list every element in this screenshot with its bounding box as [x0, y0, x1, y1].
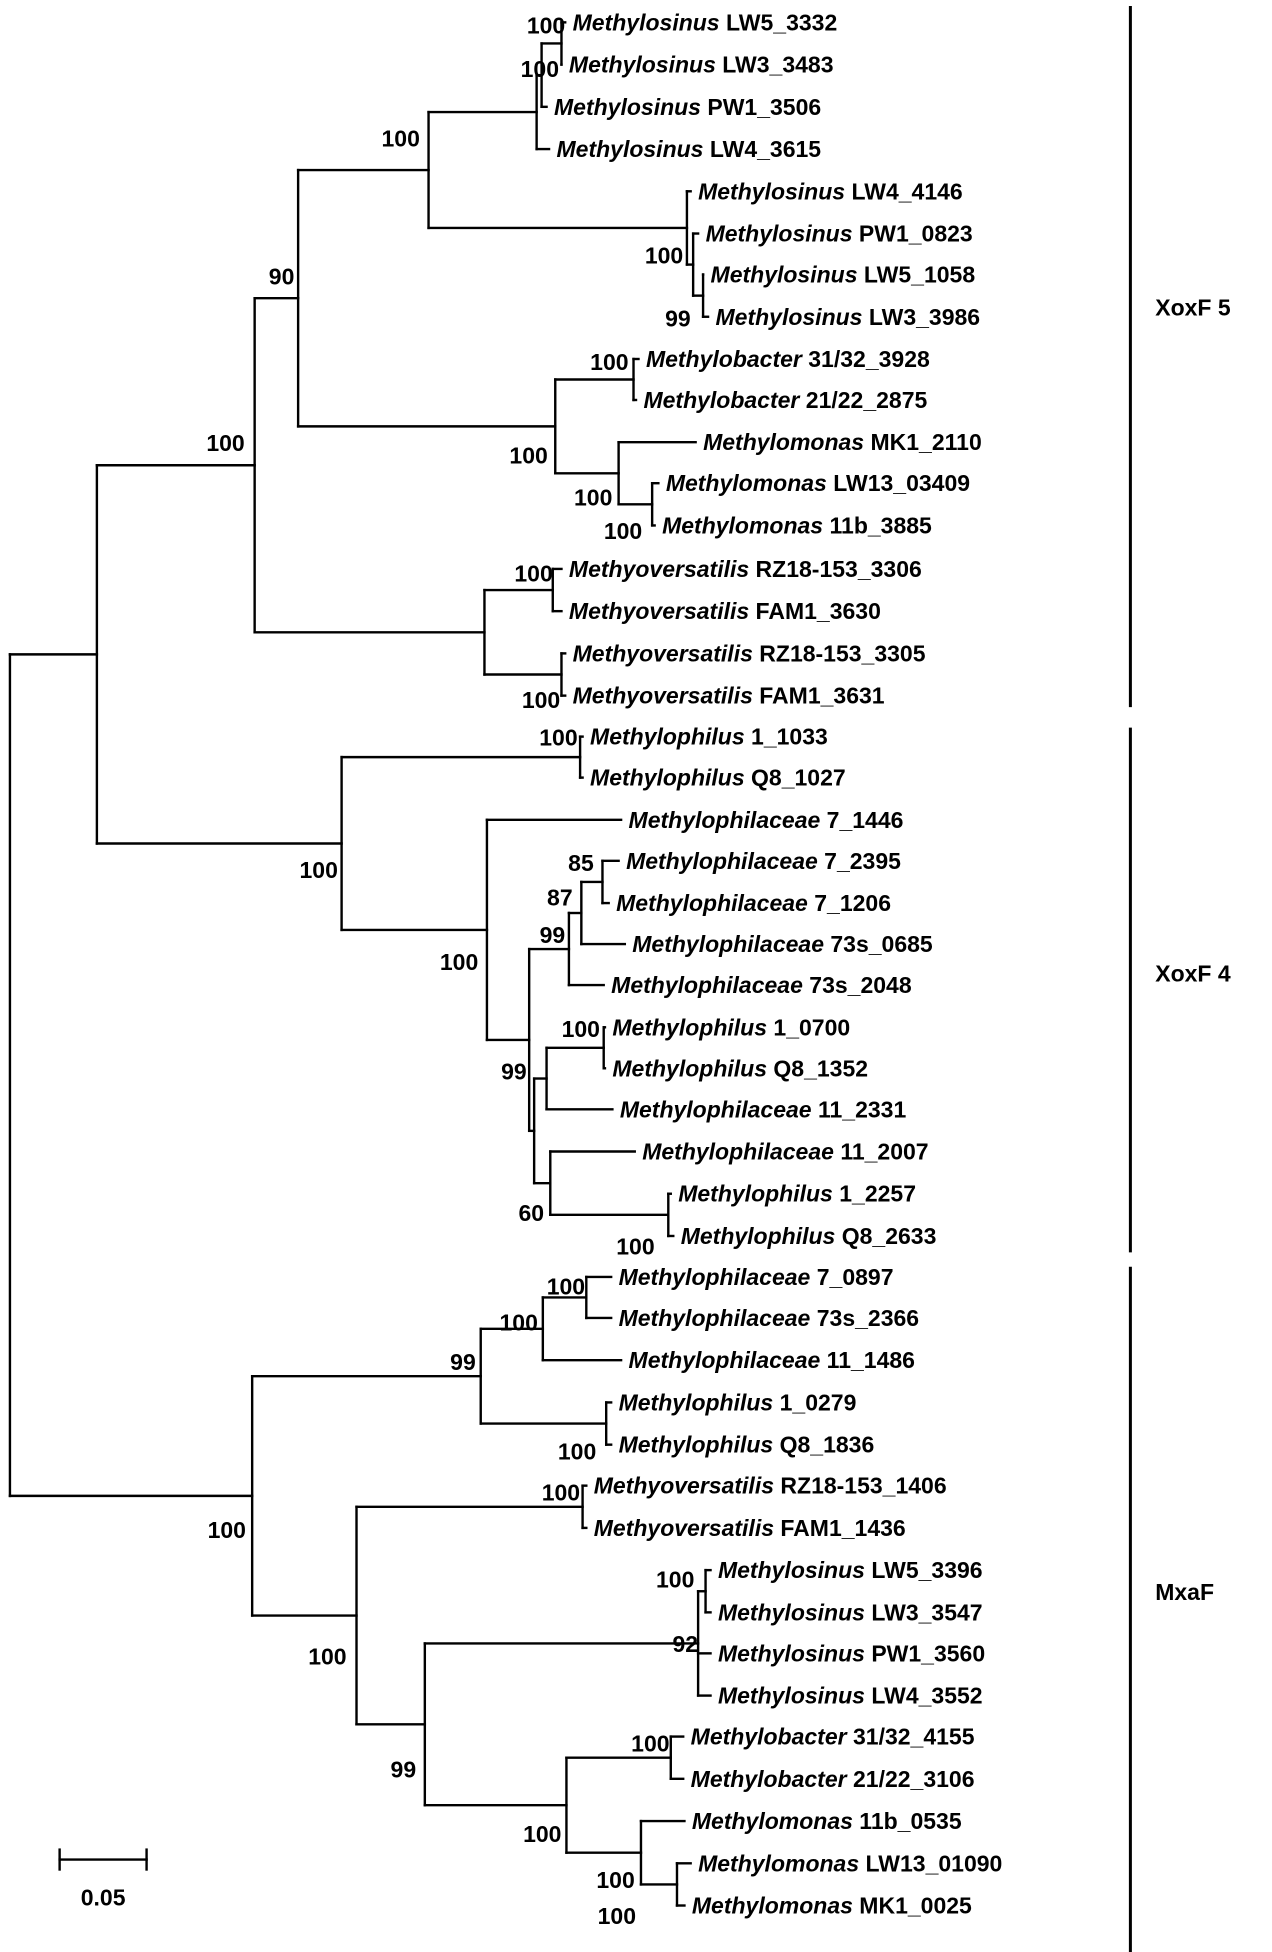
leaf-strain: 7_2395	[817, 847, 901, 874]
clade-label-xoxf4: XoxF 4	[1155, 960, 1231, 987]
leaf-genus: Methylobacter	[690, 1765, 847, 1792]
bootstrap-value: 100	[520, 56, 559, 83]
leaf-genus: Methylophilaceae	[616, 890, 808, 917]
leaf-strain: LW3_3483	[715, 51, 834, 78]
leaf-label	[619, 1305, 919, 1331]
leaf-strain: MK1_2110	[864, 429, 982, 456]
leaf-strain: 1_0279	[773, 1389, 857, 1416]
leaf-strain: PW1_0823	[852, 220, 973, 247]
leaf-genus: Methylosinus	[717, 1682, 865, 1709]
leaf-label	[718, 1599, 983, 1625]
leaf-strain: LW3_3547	[864, 1599, 983, 1626]
leaf-genus: Methylophilaceae	[619, 1096, 812, 1123]
leaf-genus: Methylomonas	[691, 1892, 853, 1919]
leaf-genus: Methylomonas	[691, 1808, 853, 1835]
leaf-genus: Methylomonas	[703, 429, 865, 456]
bootstrap-value: 100	[499, 1309, 538, 1336]
leaf-genus: Methylophilaceae	[628, 806, 821, 833]
leaf-strain: 11_2331	[811, 1096, 907, 1123]
leaf-label	[718, 1640, 985, 1666]
clade-annotations	[1130, 7, 1230, 1952]
leaf-label	[594, 1515, 906, 1541]
bootstrap-value: 100	[631, 1730, 670, 1757]
leaf-strain: 73s_2048	[802, 972, 912, 999]
leaf-strain: RZ18-153_3306	[749, 555, 922, 582]
leaf-label	[569, 52, 834, 78]
leaf-labels	[554, 9, 1002, 1918]
bootstrap-value: 100	[206, 429, 245, 456]
leaf-strain: 73s_2366	[810, 1304, 920, 1331]
leaf-strain: MK1_0025	[852, 1892, 972, 1919]
leaf-genus: Methylosinus	[572, 9, 720, 36]
leaf-label	[666, 470, 970, 496]
bootstrap-value: 100	[299, 857, 338, 884]
leaf-genus: Methylophilaceae	[632, 931, 825, 958]
leaf-strain: LW4_3552	[864, 1682, 983, 1709]
leaf-label	[706, 221, 973, 247]
leaf-genus: Methylophilaceae	[618, 1304, 811, 1331]
leaf-genus: Methylosinus	[556, 136, 704, 163]
leaf-strain: 7_1206	[807, 890, 891, 917]
leaf-strain: LW5_1058	[857, 261, 976, 288]
bootstrap-values	[206, 13, 698, 1930]
leaf-genus: Methylosinus	[698, 178, 846, 205]
bootstrap-value: 100	[509, 442, 548, 469]
leaf-genus: Methyoversatilis	[568, 555, 750, 582]
leaf-strain: 11b_3885	[823, 512, 932, 539]
bootstrap-value: 100	[603, 518, 643, 545]
leaf-label	[692, 1893, 972, 1919]
leaf-genus: Methylobacter	[643, 386, 800, 413]
leaf-label	[662, 512, 932, 538]
scale-bar-label: 0.05	[80, 1884, 126, 1911]
leaf-label	[590, 765, 846, 791]
leaf-genus: Methylophilaceae	[642, 1138, 834, 1165]
bootstrap-value: 100	[308, 1643, 347, 1670]
leaf-genus: Methylophilaceae	[618, 1263, 811, 1290]
bootstrap-value: 100	[574, 484, 613, 511]
bootstrap-value: 100	[439, 949, 479, 976]
leaf-label	[554, 94, 821, 120]
leaf-genus: Methyoversatilis	[593, 1472, 775, 1499]
leaf-label	[629, 807, 904, 833]
leaf-strain: PW1_3506	[700, 93, 822, 120]
bootstrap-value: 100	[644, 242, 684, 269]
leaf-genus: Methylosinus	[554, 93, 701, 120]
leaf-strain: FAM1_1436	[774, 1514, 906, 1541]
leaf-genus: Methylophilus	[618, 1389, 774, 1416]
leaf-label	[678, 1181, 916, 1207]
leaf-genus: Methylosinus	[717, 1640, 865, 1667]
leaf-genus: Methylomonas	[662, 512, 824, 539]
leaf-strain: Q8_1027	[744, 764, 846, 791]
leaf-label	[619, 1389, 857, 1415]
leaf-strain: LW13_01090	[859, 1850, 1003, 1877]
leaf-label	[612, 1055, 868, 1081]
bootstrap-value: 100	[561, 1016, 600, 1043]
leaf-strain: 73s_0685	[824, 931, 933, 958]
leaf-label	[569, 556, 922, 582]
leaf-genus: Methylophilus	[618, 1431, 774, 1458]
leaf-strain: 7_1446	[820, 806, 904, 833]
leaf-strain: RZ18-153_1406	[774, 1472, 947, 1499]
leaf-label	[691, 1766, 975, 1792]
bootstrap-value: 100	[207, 1516, 246, 1543]
leaf-label	[594, 1473, 947, 1499]
leaf-strain: FAM1_3631	[752, 682, 885, 709]
leaf-genus: Methylosinus	[717, 1557, 865, 1584]
leaf-genus: Methylophilus	[678, 1180, 833, 1207]
leaf-label	[703, 429, 982, 455]
leaf-label	[619, 1264, 894, 1290]
leaf-genus: Methylophilaceae	[628, 1347, 821, 1374]
bootstrap-value: 100	[590, 349, 629, 376]
leaf-strain: 11b_0535	[852, 1808, 962, 1835]
leaf-strain: Q8_2633	[835, 1222, 937, 1249]
bootstrap-value: 100	[381, 125, 420, 152]
bootstrap-value: 99	[450, 1349, 476, 1376]
bootstrap-value: 92	[672, 1631, 699, 1658]
bootstrap-value: 100	[546, 1273, 586, 1300]
leaf-label	[642, 1139, 928, 1165]
leaf-genus: Methylosinus	[568, 51, 716, 78]
leaf-label	[718, 1557, 983, 1583]
leaf-strain: Q8_1352	[767, 1055, 869, 1082]
leaf-label	[569, 598, 881, 624]
leaf-genus: Methylobacter	[690, 1723, 847, 1750]
bootstrap-value: 87	[547, 884, 573, 911]
leaf-label	[681, 1223, 937, 1249]
leaf-strain: LW4_4146	[845, 178, 963, 205]
leaf-label	[716, 304, 981, 330]
leaf-genus: Methylophilus	[590, 764, 745, 791]
leaf-strain: 21/22_2875	[799, 386, 928, 413]
leaf-strain: 21/22_3106	[846, 1765, 975, 1792]
bootstrap-value: 99	[665, 305, 691, 332]
bootstrap-value: 100	[656, 1566, 695, 1593]
leaf-label	[698, 1850, 1002, 1876]
leaf-label	[632, 931, 933, 957]
leaf-label	[691, 1724, 975, 1750]
leaf-strain: 31/32_3928	[801, 345, 930, 372]
leaf-strain: 11_2007	[833, 1138, 929, 1165]
leaf-genus: Methylomonas	[698, 1850, 860, 1877]
scale-bar	[60, 1850, 147, 1911]
leaf-label	[626, 848, 901, 874]
leaf-strain: Q8_1836	[773, 1431, 875, 1458]
clade-label-mxaf: MxaF	[1155, 1578, 1215, 1605]
leaf-label	[619, 1432, 875, 1458]
leaf-genus: Methylosinus	[705, 220, 853, 247]
leaf-genus: Methylosinus	[710, 261, 858, 288]
bootstrap-value: 100	[541, 1479, 581, 1506]
clade-label-xoxf5: XoxF 5	[1155, 294, 1231, 321]
leaf-genus: Methyoversatilis	[572, 682, 753, 709]
leaf-genus: Methyoversatilis	[572, 640, 753, 667]
leaf-label	[611, 972, 912, 998]
leaf-label	[643, 387, 927, 413]
leaf-strain: LW13_03409	[826, 470, 971, 497]
leaf-label	[557, 136, 822, 162]
bootstrap-value: 99	[501, 1058, 527, 1085]
leaf-strain: LW5_3396	[864, 1557, 983, 1584]
leaf-label	[698, 178, 963, 204]
leaf-label	[629, 1347, 915, 1373]
leaf-genus: Methylomonas	[665, 470, 827, 497]
leaf-label	[590, 724, 828, 750]
leaf-label	[612, 1014, 850, 1040]
leaf-strain: 31/32_4155	[846, 1723, 975, 1750]
bootstrap-value: 100	[596, 1867, 635, 1894]
bootstrap-value: 99	[390, 1756, 417, 1783]
leaf-label	[646, 346, 930, 372]
leaf-genus: Methylophilus	[612, 1055, 768, 1082]
leaf-genus: Methyoversatilis	[593, 1514, 775, 1541]
bootstrap-value: 100	[523, 1821, 562, 1848]
leaf-strain: LW4_3615	[703, 136, 822, 163]
bootstrap-value: 90	[268, 263, 295, 290]
bootstrap-value: 100	[597, 1903, 636, 1930]
bootstrap-value: 99	[539, 921, 566, 948]
leaf-genus: Methylophilus	[680, 1222, 836, 1249]
bootstrap-value: 85	[568, 849, 594, 876]
leaf-label	[573, 683, 885, 709]
leaf-genus: Methylosinus	[715, 303, 863, 330]
leaf-strain: 11_1486	[820, 1347, 915, 1374]
bootstrap-value: 100	[526, 12, 566, 39]
leaf-strain: LW3_3986	[862, 303, 981, 330]
leaf-genus: Methyoversatilis	[568, 598, 750, 625]
leaf-strain: LW5_3332	[719, 9, 838, 36]
bootstrap-value: 60	[518, 1200, 545, 1227]
leaf-strain: FAM1_3630	[749, 598, 881, 625]
bootstrap-value: 100	[539, 724, 578, 751]
leaf-genus: Methylobacter	[645, 345, 802, 372]
bootstrap-value: 100	[616, 1233, 655, 1260]
bootstrap-value: 100	[557, 1438, 597, 1465]
leaf-strain: RZ18-153_3305	[752, 640, 926, 667]
leaf-genus: Methylosinus	[717, 1599, 865, 1626]
leaf-label	[692, 1808, 962, 1834]
leaf-label	[620, 1096, 907, 1122]
leaf-label	[573, 640, 926, 666]
leaf-genus: Methylophilus	[590, 723, 745, 750]
bootstrap-value: 100	[514, 560, 553, 587]
leaf-strain: 7_0897	[810, 1263, 894, 1290]
leaf-genus: Methylophilaceae	[611, 972, 803, 999]
tree-branches	[10, 22, 711, 1905]
leaf-genus: Methylophilus	[612, 1014, 768, 1041]
bootstrap-value: 100	[521, 687, 561, 714]
leaf-genus: Methylophilaceae	[626, 847, 818, 874]
leaf-strain: 1_1033	[744, 723, 828, 750]
leaf-label	[573, 9, 838, 35]
leaf-label	[718, 1683, 983, 1709]
leaf-strain: 1_0700	[767, 1014, 851, 1041]
leaf-strain: PW1_3560	[864, 1640, 986, 1667]
leaf-label	[616, 890, 891, 916]
leaf-label	[711, 262, 976, 288]
leaf-strain: 1_2257	[832, 1180, 916, 1207]
